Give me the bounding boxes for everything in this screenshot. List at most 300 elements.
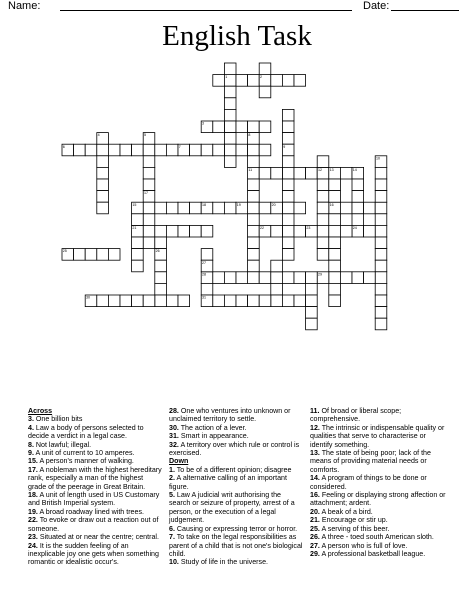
grid-cell[interactable]: [375, 283, 387, 295]
clue-text: Causing or expressing terror or horror.: [176, 524, 298, 533]
grid-cell[interactable]: [213, 295, 225, 307]
clue-text: A beak of a bird.: [321, 507, 373, 516]
clue-text: To take on the legal responsibilities as parent of a child that is not one's biological child.: [169, 533, 303, 558]
grid-cell[interactable]: [132, 237, 144, 249]
grid-cell[interactable]: [155, 295, 167, 307]
grid-cell[interactable]: [306, 167, 318, 179]
clue-item: [169, 441, 303, 458]
clue-item: [28, 457, 162, 465]
grid-cell[interactable]: [364, 272, 376, 284]
grid-cell[interactable]: [375, 202, 387, 214]
grid-cell[interactable]: [306, 283, 318, 295]
grid-cell[interactable]: [224, 156, 236, 168]
grid-cell[interactable]: [190, 202, 202, 214]
grid-cell[interactable]: [248, 260, 260, 272]
grid-cell[interactable]: [248, 272, 260, 284]
cell-number: 27: [202, 260, 206, 265]
cell-number: 29: [318, 272, 322, 277]
cell-number: 8: [248, 133, 251, 138]
grid-cell[interactable]: [120, 295, 132, 307]
clue-number: 1.: [169, 465, 175, 474]
grid-cell[interactable]: [317, 202, 329, 214]
grid-cell[interactable]: [201, 144, 213, 156]
cell-number: 18: [202, 202, 206, 207]
grid-cell[interactable]: [317, 214, 329, 226]
grid-cell[interactable]: [282, 75, 294, 87]
grid-cell[interactable]: [271, 295, 283, 307]
grid-cell[interactable]: [282, 272, 294, 284]
clue-text: Study of life in the universe.: [180, 558, 269, 567]
grid-cell[interactable]: [282, 214, 294, 226]
clue-column-2: [169, 407, 303, 567]
clue-item: [310, 542, 450, 550]
clue-item: [310, 550, 450, 558]
clue-item: [310, 449, 450, 474]
page-title: English Task: [162, 20, 312, 52]
clue-item: [310, 491, 450, 508]
grid-cell[interactable]: [224, 295, 236, 307]
grid-cell[interactable]: [375, 307, 387, 319]
grid-cell[interactable]: [190, 144, 202, 156]
grid-cell[interactable]: [143, 179, 155, 191]
clue-column-1: [28, 407, 162, 567]
cell-number: 13: [329, 168, 334, 172]
grid-cell[interactable]: [248, 214, 260, 226]
cell-number: 3: [202, 121, 204, 126]
grid-cell[interactable]: [178, 295, 190, 307]
grid-cell[interactable]: [213, 202, 225, 214]
grid-cell[interactable]: [97, 249, 109, 261]
grid-cell[interactable]: [364, 202, 376, 214]
grid-cell[interactable]: [259, 86, 271, 98]
grid-cell[interactable]: [155, 272, 167, 284]
cell-number: 23: [306, 226, 311, 230]
clue-item: [169, 558, 303, 566]
grid-cell[interactable]: [317, 237, 329, 249]
grid-cell[interactable]: [236, 75, 248, 87]
grid-cell[interactable]: [306, 295, 318, 307]
grid-cell[interactable]: [329, 179, 341, 191]
clue-number: 3.: [28, 415, 34, 424]
clue-number: 10.: [169, 558, 179, 567]
grid-cell[interactable]: [340, 225, 352, 237]
grid-cell[interactable]: [329, 283, 341, 295]
grid-cell[interactable]: [236, 295, 248, 307]
grid-cell[interactable]: [317, 225, 329, 237]
grid-cell[interactable]: [224, 272, 236, 284]
cell-number: 22: [260, 226, 264, 230]
grid-cell[interactable]: [155, 225, 167, 237]
clue-number: 23.: [28, 533, 38, 542]
grid-cell[interactable]: [352, 202, 364, 214]
grid-cell[interactable]: [282, 237, 294, 249]
cell-number: 5: [144, 133, 146, 138]
cell-number: 21: [132, 226, 137, 230]
clue-item: [169, 491, 303, 525]
grid-cell[interactable]: [375, 214, 387, 226]
grid-cell[interactable]: [282, 202, 294, 214]
grid-cell[interactable]: [224, 121, 236, 133]
cell-number: 6: [62, 144, 65, 149]
name-label: Name:: [8, 0, 41, 12]
cell-number: 7: [178, 144, 181, 149]
clue-text: A alternative calling of an important figure.: [169, 474, 287, 491]
grid-cell[interactable]: [364, 225, 376, 237]
grid-cell[interactable]: [282, 133, 294, 145]
clue-item: [310, 516, 450, 524]
clue-item: [169, 466, 303, 474]
cell-number: 30: [86, 295, 90, 300]
grid-cell[interactable]: [282, 225, 294, 237]
grid-cell[interactable]: [294, 75, 306, 87]
clue-item: [28, 516, 162, 533]
cell-number: 2: [260, 75, 262, 80]
clue-number: 22.: [28, 516, 38, 525]
grid-cell[interactable]: [132, 144, 144, 156]
grid-cell[interactable]: [248, 225, 260, 237]
grid-cell[interactable]: [329, 272, 341, 284]
date-label: Date:: [363, 0, 390, 12]
clue-item: [28, 441, 162, 449]
grid-cell[interactable]: [259, 202, 271, 214]
grid-cell[interactable]: [143, 144, 155, 156]
grid-cell[interactable]: [317, 191, 329, 203]
grid-cell[interactable]: [108, 249, 120, 261]
clue-number: 12.: [310, 423, 320, 432]
clue-number: 25.: [310, 524, 320, 533]
grid-cell[interactable]: [97, 191, 109, 203]
grid-cell[interactable]: [340, 167, 352, 179]
grid-cell[interactable]: [224, 63, 236, 75]
grid-cell[interactable]: [294, 225, 306, 237]
grid-cell[interactable]: [294, 295, 306, 307]
grid-cell[interactable]: [166, 225, 178, 237]
clue-item: [310, 424, 450, 449]
clue-text: Encourage or stir up.: [321, 516, 388, 525]
grid-cell[interactable]: [143, 295, 155, 307]
grid-cell[interactable]: [329, 214, 341, 226]
clue-text: A nobleman with the highest hereditary rank, especially a man of the highest grade of the peerage in Great Britain.: [28, 465, 162, 491]
clue-item: [310, 525, 450, 533]
grid-cell[interactable]: [97, 156, 109, 168]
clue-number: 2.: [169, 474, 175, 483]
grid-cell[interactable]: [282, 179, 294, 191]
grid-cell[interactable]: [306, 318, 318, 330]
grid-cell[interactable]: [282, 167, 294, 179]
grid-cell[interactable]: [271, 75, 283, 87]
grid-cell[interactable]: [178, 202, 190, 214]
clue-number: 24.: [28, 541, 38, 550]
grid-cell[interactable]: [248, 75, 260, 87]
grid-cell[interactable]: [282, 121, 294, 133]
grid-cell[interactable]: [166, 144, 178, 156]
grid-cell[interactable]: [375, 225, 387, 237]
grid-cell[interactable]: [375, 237, 387, 249]
clue-item: [28, 424, 162, 441]
grid-cell[interactable]: [306, 307, 318, 319]
grid-cell[interactable]: [190, 225, 202, 237]
grid-cell[interactable]: [132, 249, 144, 261]
grid-cell[interactable]: [329, 260, 341, 272]
cell-number: 12: [318, 168, 322, 172]
clue-text: Feeling or displaying strong affection or attachment; ardent.: [310, 491, 446, 508]
grid-cell[interactable]: [236, 144, 248, 156]
cell-number: 1: [225, 75, 228, 80]
grid-cell[interactable]: [248, 121, 260, 133]
grid-cell[interactable]: [271, 283, 283, 295]
grid-cell[interactable]: [375, 167, 387, 179]
grid-cell[interactable]: [248, 144, 260, 156]
clue-item: [310, 474, 450, 491]
grid-cell[interactable]: [294, 202, 306, 214]
clue-number: 16.: [310, 491, 320, 500]
grid-cell[interactable]: [97, 202, 109, 214]
grid-cell[interactable]: [143, 156, 155, 168]
clue-number: 26.: [310, 533, 320, 542]
grid-cell[interactable]: [132, 260, 144, 272]
cell-number: 19: [236, 202, 241, 207]
cell-number: 16: [329, 202, 334, 207]
clue-number: 27.: [310, 541, 320, 550]
clue-item: [28, 533, 162, 541]
clue-item: [310, 407, 450, 424]
clue-number: 18.: [28, 491, 38, 500]
grid-cell[interactable]: [213, 75, 228, 87]
grid-cell[interactable]: [329, 249, 341, 261]
clue-item: [28, 415, 162, 423]
grid-cell[interactable]: [375, 179, 387, 191]
grid-cell[interactable]: [340, 202, 352, 214]
grid-cell[interactable]: [375, 260, 387, 272]
clue-item: [169, 424, 303, 432]
clue-number: 20.: [310, 507, 320, 516]
grid-cell[interactable]: [375, 191, 387, 203]
grid-cell[interactable]: [259, 144, 271, 156]
clue-text: To be of a different opinion; disagree: [176, 465, 292, 474]
grid-cell[interactable]: [132, 214, 144, 226]
grid-cell[interactable]: [352, 272, 364, 284]
grid-cell[interactable]: [85, 144, 97, 156]
clue-number: 8.: [28, 440, 34, 449]
grid-cell[interactable]: [375, 318, 387, 330]
grid-cell[interactable]: [352, 179, 364, 191]
clue-item: [28, 508, 162, 516]
grid-cell[interactable]: [224, 86, 236, 98]
grid-cell[interactable]: [155, 283, 167, 295]
grid-cell[interactable]: [375, 295, 387, 307]
clue-number: 7.: [169, 533, 175, 542]
grid-cell[interactable]: [248, 179, 260, 191]
clue-text: The state of being poor; lack of the means of providing material needs or comforts.: [310, 449, 431, 474]
clue-text: A person who is full of love.: [321, 541, 408, 550]
cell-number: 24: [352, 226, 357, 230]
clue-text: Law A judicial writ authorising the search or seizure of property, arrest of a person, or the execution of a legal judgement.: [169, 491, 295, 525]
grid-cell[interactable]: [97, 144, 109, 156]
grid-cell[interactable]: [271, 167, 283, 179]
grid-cell[interactable]: [375, 272, 387, 284]
grid-cell[interactable]: [155, 202, 167, 214]
clue-text: A three - toed south American sloth.: [321, 533, 434, 542]
grid-cell[interactable]: [352, 214, 364, 226]
clue-number: 14.: [310, 474, 320, 483]
grid-cell[interactable]: [155, 260, 167, 272]
grid-cell[interactable]: [329, 295, 341, 307]
clue-number: 19.: [28, 507, 38, 516]
clue-item: [169, 407, 303, 424]
grid-cell[interactable]: [74, 249, 86, 261]
grid-cell[interactable]: [155, 144, 167, 156]
cell-number: 20: [271, 202, 276, 207]
cell-number: 10: [376, 156, 380, 161]
cell-number: 17: [144, 191, 148, 196]
grid-cell[interactable]: [271, 272, 283, 284]
grid-cell[interactable]: [294, 272, 306, 284]
clue-item: [28, 466, 162, 491]
grid-cell[interactable]: [143, 167, 155, 179]
grid-cell[interactable]: [236, 272, 248, 284]
grid-cell[interactable]: [329, 191, 341, 203]
grid-cell[interactable]: [224, 98, 236, 110]
grid-cell[interactable]: [317, 249, 329, 261]
clue-number: 11.: [310, 407, 320, 415]
clue-text: Situated at or near the centre; central.: [39, 533, 159, 542]
grid-cell[interactable]: [143, 225, 155, 237]
clue-text: A professional basketball league.: [321, 549, 426, 558]
grid-cell[interactable]: [224, 109, 236, 121]
grid-cell[interactable]: [248, 191, 260, 203]
grid-cell[interactable]: [259, 295, 271, 307]
clue-number: 5.: [169, 491, 175, 500]
grid-cell[interactable]: [108, 295, 120, 307]
clue-item: [169, 432, 303, 440]
clue-item: [310, 508, 450, 516]
clue-text: A program of things to be done or considered.: [310, 474, 427, 491]
grid-cell[interactable]: [248, 156, 260, 168]
grid-cell[interactable]: [329, 225, 341, 237]
clue-number: 28.: [169, 407, 179, 415]
clue-number: 32.: [169, 440, 179, 449]
grid-cell[interactable]: [97, 167, 109, 179]
grid-cell[interactable]: [352, 191, 364, 203]
grid-cell[interactable]: [282, 191, 294, 203]
grid-cell[interactable]: [282, 295, 294, 307]
grid-cell[interactable]: [143, 214, 155, 226]
clue-text: To evoke or draw out a reaction out of someone.: [28, 516, 159, 533]
cell-number: 25: [62, 249, 67, 254]
grid-cell[interactable]: [224, 133, 236, 145]
clue-item: [169, 533, 303, 558]
grid-cell[interactable]: [166, 295, 178, 307]
grid-cell[interactable]: [375, 249, 387, 261]
grid-cell[interactable]: [329, 237, 341, 249]
clue-number: 6.: [169, 524, 175, 533]
across-heading: Across: [28, 407, 53, 415]
clue-item: [310, 533, 450, 541]
clue-number: 15.: [28, 457, 38, 466]
clue-text: A unit of current to 10 amperes.: [35, 449, 135, 458]
grid-cell[interactable]: [178, 225, 190, 237]
clue-item: [169, 525, 303, 533]
clue-item: [169, 474, 303, 491]
grid-cell[interactable]: [259, 63, 271, 75]
grid-cell[interactable]: [259, 167, 271, 179]
grid-cell[interactable]: [97, 179, 109, 191]
grid-cell[interactable]: [259, 121, 271, 133]
grid-cell[interactable]: [213, 272, 225, 284]
clue-number: 31.: [169, 432, 179, 441]
clue-number: 9.: [28, 449, 34, 458]
clue-number: 30.: [169, 423, 179, 432]
grid-cell[interactable]: [282, 249, 294, 261]
clue-number: 4.: [28, 423, 34, 432]
clue-item: [28, 449, 162, 457]
clue-text: Law a body of persons selected to decide a verdict in a legal case.: [28, 423, 144, 441]
clue-column-3: [310, 407, 450, 558]
grid-cell[interactable]: [224, 144, 236, 156]
grid-cell[interactable]: [248, 202, 260, 214]
clue-text: The action of a lever.: [180, 423, 247, 432]
grid-cell[interactable]: [201, 225, 213, 237]
grid-cell[interactable]: [213, 121, 225, 133]
grid-cell[interactable]: [97, 295, 109, 307]
cell-number: 14: [352, 168, 357, 172]
grid-cell[interactable]: [132, 295, 144, 307]
clue-item: [28, 491, 162, 508]
clue-text: The intrinsic or indispensable quality or qualities that serve to characterise or identify something.: [310, 423, 445, 449]
grid-cell[interactable]: [306, 272, 318, 284]
cell-number: 4: [97, 133, 100, 138]
grid-cell[interactable]: [340, 272, 352, 284]
cell-number: 28: [202, 272, 206, 277]
cell-number: 26: [155, 249, 160, 254]
grid-cell[interactable]: [317, 179, 329, 191]
grid-cell[interactable]: [74, 144, 86, 156]
clue-number: 29.: [310, 549, 320, 558]
grid-cell[interactable]: [259, 272, 271, 284]
grid-cell[interactable]: [248, 295, 260, 307]
grid-cell[interactable]: [282, 156, 294, 168]
grid-cell[interactable]: [120, 144, 132, 156]
grid-cell[interactable]: [143, 202, 155, 214]
grid-cell[interactable]: [155, 237, 167, 249]
grid-cell[interactable]: [236, 121, 248, 133]
clue-item: [28, 542, 162, 567]
grid-cell[interactable]: [213, 144, 225, 156]
clue-number: 21.: [310, 516, 320, 525]
grid-cell[interactable]: [271, 260, 283, 272]
grid-cell[interactable]: [201, 249, 213, 261]
grid-cell[interactable]: [108, 144, 120, 156]
grid-cell[interactable]: [201, 283, 213, 295]
clue-text: Smart in appearance.: [180, 432, 249, 441]
grid-cell[interactable]: [317, 156, 329, 168]
grid-cell[interactable]: [248, 249, 260, 261]
grid-cell[interactable]: [294, 167, 306, 179]
grid-cell[interactable]: [224, 202, 236, 214]
clue-text: A broad roadway lined with trees.: [39, 507, 144, 516]
grid-cell[interactable]: [271, 225, 283, 237]
grid-cell[interactable]: [85, 249, 97, 261]
clue-text: Of broad or liberal scope; comprehensive.: [310, 407, 402, 424]
clue-text: One billion bits: [35, 415, 83, 424]
cell-number: 9: [283, 144, 286, 149]
grid-cell[interactable]: [166, 202, 178, 214]
grid-cell[interactable]: [143, 237, 155, 249]
clue-text: A serving of this beer.: [321, 524, 390, 533]
grid-cell[interactable]: [248, 237, 260, 249]
clue-text: One who ventures into unknown or unclaimed territory to settle.: [169, 407, 291, 424]
grid-cell[interactable]: [282, 109, 294, 121]
